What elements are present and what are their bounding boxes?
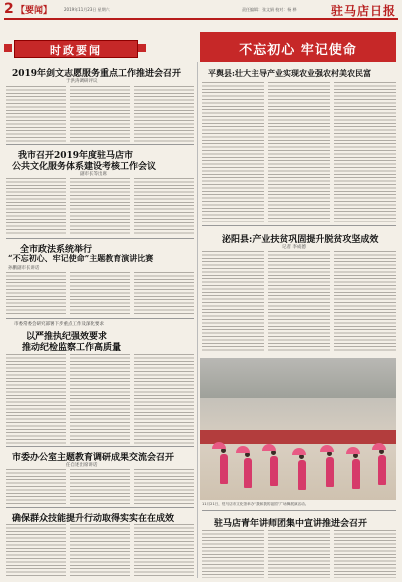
- article-2-body-col1: [6, 178, 66, 236]
- photo-fan: [372, 443, 386, 450]
- article-1-body-col1: [6, 86, 66, 142]
- article-4-body-col1: [6, 354, 66, 444]
- promo-banner: [200, 32, 396, 62]
- photo-dancer: [298, 460, 306, 490]
- editor-line: 责任编辑：张文娟 校对：杨 桦: [242, 7, 297, 12]
- article-5-body-col2: [70, 469, 130, 505]
- newspaper-logo: 驻马店日报: [330, 4, 396, 18]
- divider: [6, 507, 194, 508]
- banner-ornament-left: [4, 44, 12, 52]
- promo-banner-text: 不忘初心 牢记使命: [239, 43, 357, 58]
- column-separator: [197, 62, 198, 578]
- banner-ornament-right: [138, 44, 146, 52]
- divider: [6, 318, 194, 319]
- article-6-body-col2: [70, 524, 130, 578]
- article-8-title: 泌阳县:产业扶贫巩固提升脱贫攻坚成效: [222, 235, 379, 245]
- photo-fan: [236, 446, 250, 453]
- article-7-body-col2: [268, 82, 330, 222]
- page-header: [4, 2, 398, 20]
- article-6-body-col1: [6, 524, 66, 578]
- photo-dancer: [270, 456, 278, 486]
- article-3-title-line2: “不忘初心、牢记使命”主题教育演讲比赛: [8, 253, 154, 263]
- photo-fan: [212, 442, 226, 449]
- article-3-body-col1: [6, 272, 66, 316]
- column-banner: [14, 40, 138, 58]
- article-5-title: 市委办公室主题教育调研成果交流会召开: [12, 453, 175, 463]
- photo-fan: [292, 448, 306, 455]
- article-3-subtitle: 孙鹏副市长讲话: [8, 266, 40, 271]
- article-4-body-col2: [70, 354, 130, 444]
- photo-caption: 11月21日，驻马店市文化馆举办“我和我的祖国”广场舞展演活动。: [202, 502, 309, 506]
- article-1-body-col3: [134, 86, 194, 142]
- news-photo: [200, 358, 396, 500]
- article-2-title-line1: 我市召开2019年度驻马店市: [18, 151, 134, 161]
- divider: [6, 446, 194, 447]
- article-9-title: 驻马店青年讲师团集中宣讲推进会召开: [214, 519, 368, 529]
- photo-dancer: [220, 454, 228, 484]
- article-4-body-col3: [134, 354, 194, 444]
- photo-dancer: [244, 458, 252, 488]
- article-9-body-col3: [334, 530, 396, 578]
- photo-fan: [262, 444, 276, 451]
- article-1-subtitle: 于洪涛调研评议: [66, 79, 98, 84]
- article-3-title-line1: 全市政法系统举行: [20, 245, 93, 255]
- article-1-title: 2019年剑文志愿服务重点工作推进会召开: [12, 69, 182, 79]
- article-4-title-line1: 以严推执纪强效要求: [26, 332, 108, 342]
- article-2-body-col2: [70, 178, 130, 236]
- divider: [6, 144, 194, 145]
- photo-dancer: [352, 459, 360, 489]
- article-4-title-line2: 推动纪检监察工作高质量: [22, 343, 122, 353]
- article-3-body-col2: [70, 272, 130, 316]
- article-5-body-col3: [134, 469, 194, 505]
- article-6-title: 确保群众技能提升行动取得实实在在成效: [12, 514, 175, 524]
- article-8-body-col1: [202, 251, 264, 353]
- photo-fan: [346, 447, 360, 454]
- article-6-body-col3: [134, 524, 194, 578]
- article-8-body-col3: [334, 251, 396, 353]
- section-label: 【要闻】: [16, 6, 53, 16]
- article-9-body-col1: [202, 530, 264, 578]
- divider: [202, 225, 396, 226]
- article-5-subtitle: 任自述出席讲话: [66, 463, 98, 468]
- article-2-title-line2: 公共文化服务体系建设考核工作会议: [12, 162, 157, 172]
- photo-fan: [320, 445, 334, 452]
- article-5-body-col1: [6, 469, 66, 505]
- article-3-body-col3: [134, 272, 194, 316]
- article-2-subtitle: 副市长等出席: [80, 172, 107, 177]
- photo-stage-banner: [200, 430, 396, 444]
- page-number: 2: [4, 1, 14, 17]
- column-banner-text: 时政要闻: [50, 44, 102, 57]
- photo-dancer: [378, 455, 386, 485]
- article-8-byline: 记者 李成德: [282, 245, 306, 250]
- issue-date: 2019年11月23日 星期六: [64, 7, 110, 12]
- article-7-body-col3: [334, 82, 396, 222]
- article-2-body-col3: [134, 178, 194, 236]
- divider: [6, 238, 194, 239]
- article-7-title: 平舆县:壮大主导产业实现农业强农村美农民富: [208, 68, 371, 78]
- article-7-body-col1: [202, 82, 264, 222]
- divider: [202, 510, 396, 511]
- article-1-body-col2: [70, 86, 130, 142]
- photo-dancer: [326, 457, 334, 487]
- article-8-body-col2: [268, 251, 330, 353]
- article-9-body-col2: [268, 530, 330, 578]
- photo-background-trees: [200, 358, 396, 398]
- article-4-kicker: 市委常委会研究部署下步重点工作及深化要求: [14, 322, 104, 327]
